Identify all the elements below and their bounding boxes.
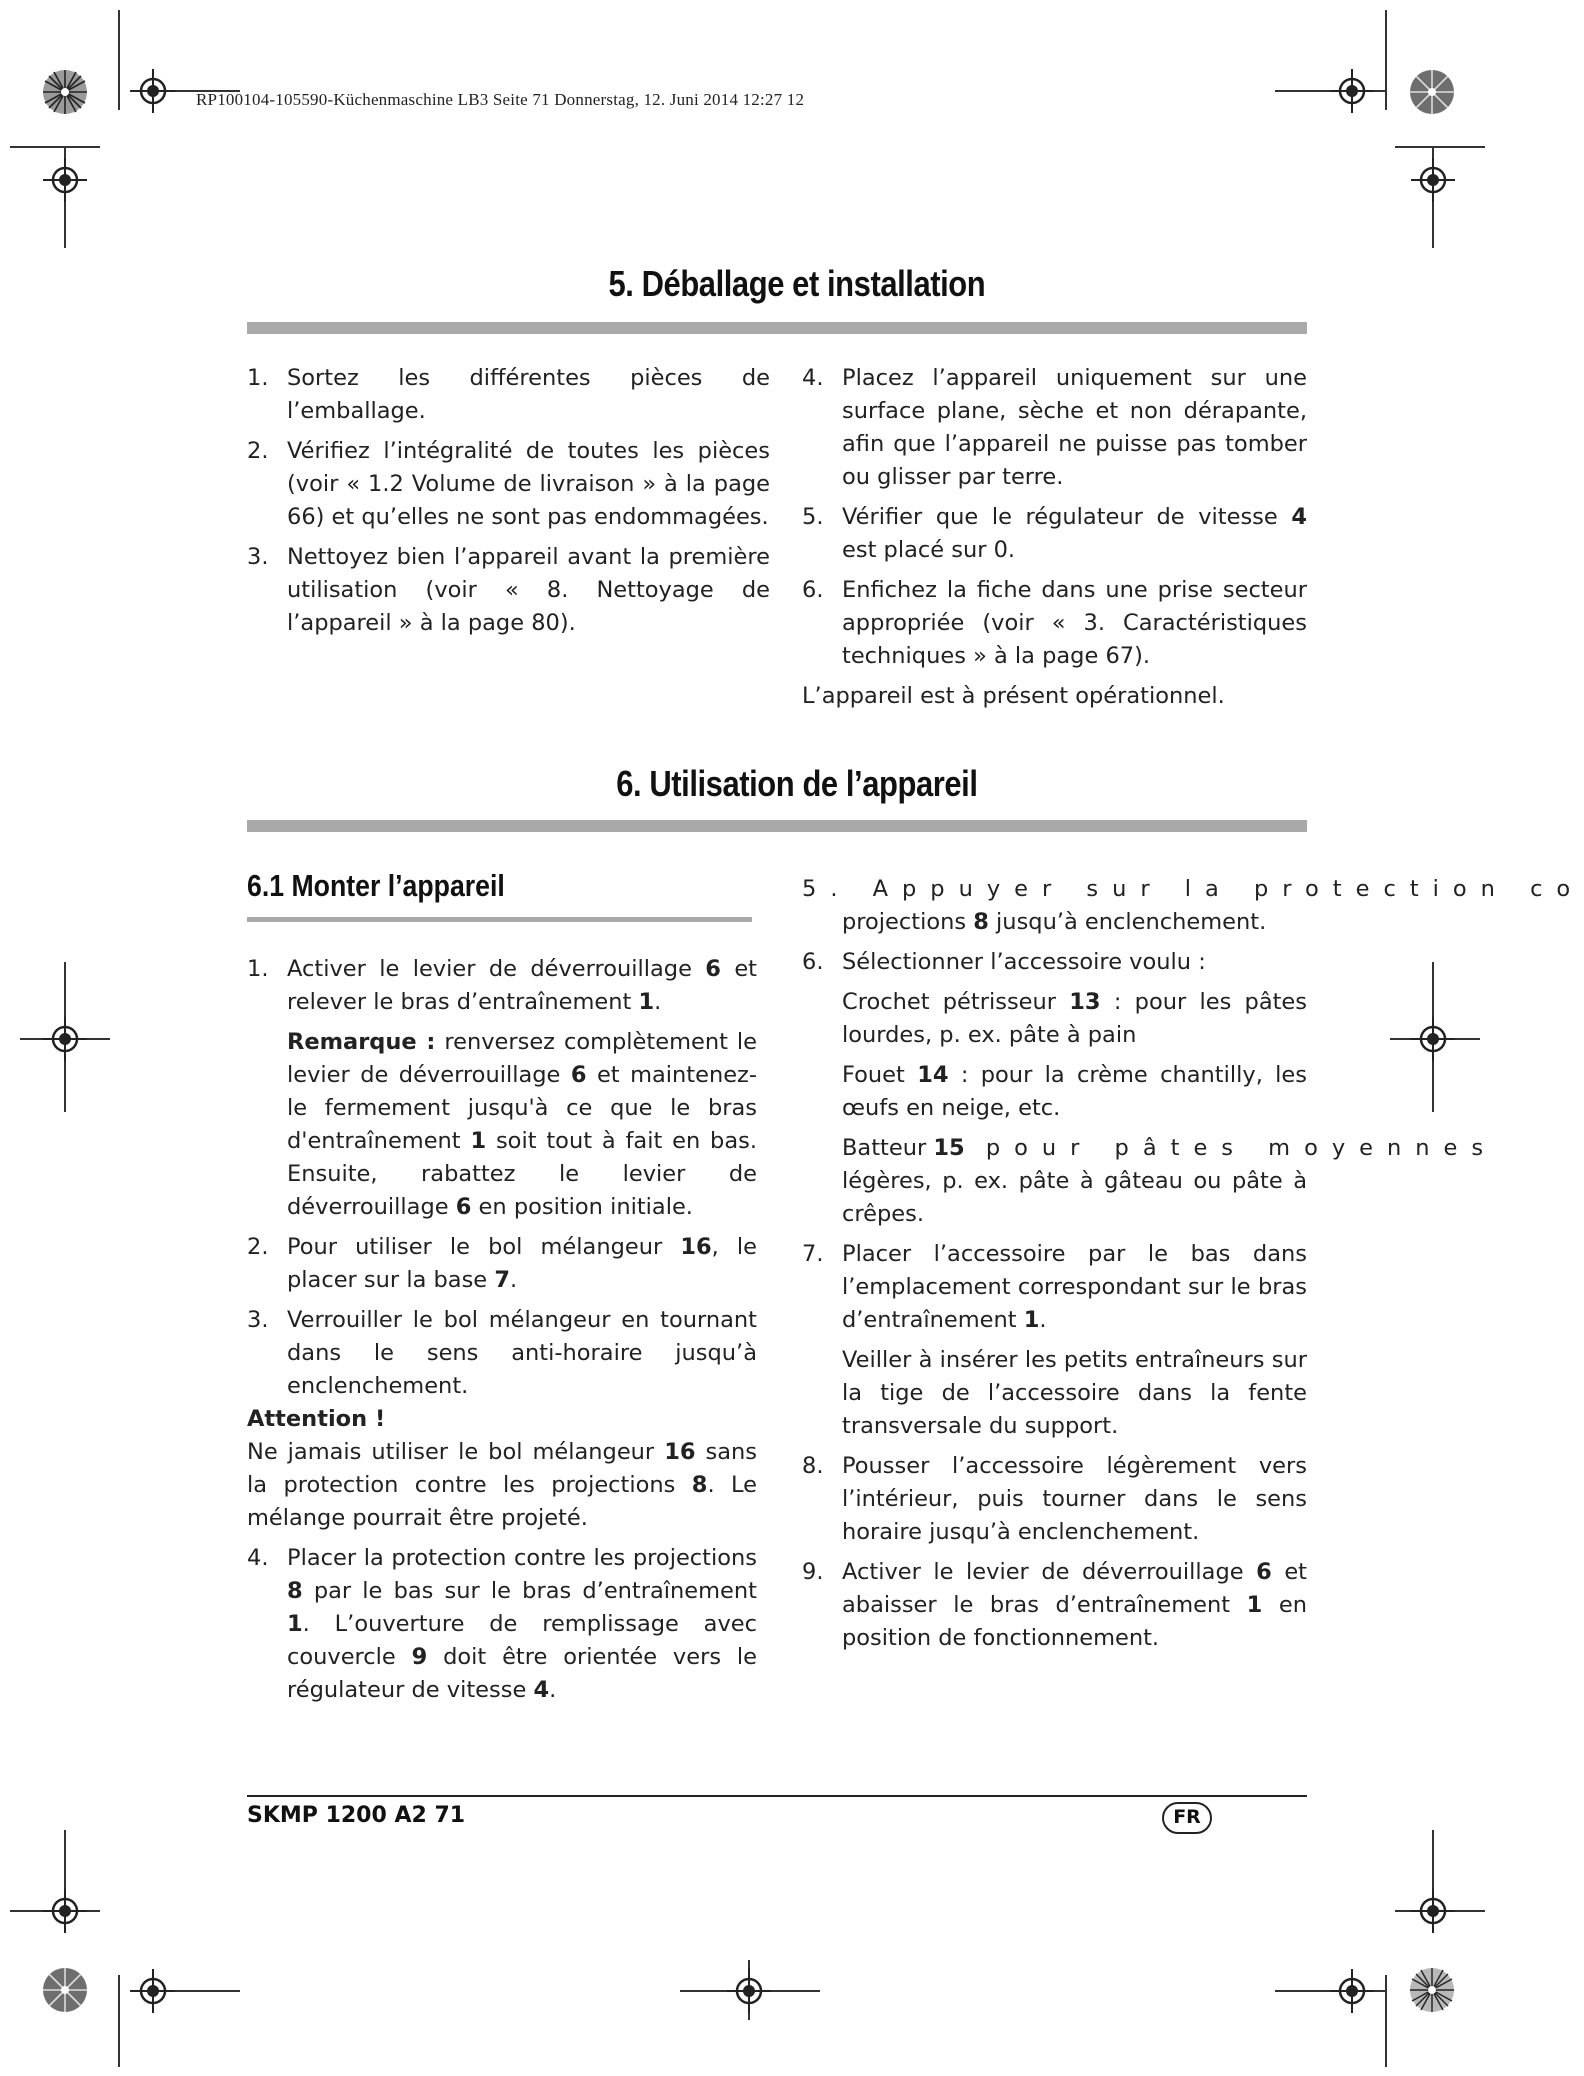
list-item: 5. Appuyer sur la protection co	[802, 876, 1584, 902]
list-item: 9. Activer le levier de déverrouillage 6 et abaisser le bras d’entraînement 1 en position de fonctionnement.	[802, 1559, 1307, 1651]
attention-heading: Attention !	[247, 1406, 386, 1432]
registration-mark-icon	[1330, 1969, 1374, 2013]
crop-mark	[118, 1975, 120, 2067]
registration-mark-icon	[1411, 1889, 1455, 1933]
starburst-rosette-icon	[42, 1967, 88, 2013]
list-item-continuation: projections 8 jusqu’à enclenchement.	[842, 909, 1267, 935]
remark-note: Remarque : renversez complètement le levier de déverrouillage 6 et maintenez-le fermement jusqu'à ce que le bras d'entraînement 1 soit tout à fait en bas. Ensuite, rabattez le levier de déverrouillage 6 en position initiale.	[287, 1029, 757, 1220]
list-item: 4. Placer la protection contre les projections 8 par le bas sur le bras d’entraînement 1. L’ouverture de remplissage avec couvercle 9 doit être orientée vers le régulateur de vitesse 4.	[247, 1545, 757, 1703]
list-item: 1. Sortez les différentes pièces de l’emballage.	[247, 365, 770, 424]
footer-model-page: SKMP 1200 A2 71	[247, 1803, 466, 1828]
starburst-rosette-icon	[1409, 69, 1455, 115]
crop-mark	[1395, 146, 1485, 148]
footer-rule	[247, 1795, 1307, 1797]
list-item-note: Veiller à insérer les petits entraîneurs sur la tige de l’accessoire dans la fente transversale du support.	[842, 1347, 1307, 1439]
list-item: 2. Vérifiez l’intégralité de toutes les pièces (voir « 1.2 Volume de livraison » à la page 66) et qu’elles ne sont pas endommagées.	[247, 438, 770, 530]
starburst-rosette-icon	[1409, 1967, 1455, 2013]
attention-text: Ne jamais utiliser le bol mélangeur 16 sans la protection contre les projections 8. Le mélange pourrait être projeté.	[247, 1439, 757, 1531]
language-badge: FR	[1162, 1802, 1212, 1834]
registration-mark-icon	[1411, 158, 1455, 202]
registration-mark-icon	[43, 158, 87, 202]
registration-mark-icon	[131, 69, 175, 113]
section-6-title: 6. Utilisation de l’appareil	[616, 763, 978, 804]
section-5-title: 5. Déballage et installation	[608, 263, 986, 304]
list-item: 5. Vérifier que le régulateur de vitesse 4 est placé sur 0.	[802, 504, 1307, 563]
registration-mark-icon	[727, 1969, 771, 2013]
list-item: 8. Pousser l’accessoire légèrement vers l’intérieur, puis tourner dans le sens horaire jusqu’à enclenchement.	[802, 1453, 1307, 1545]
subsection-6-1-rule	[247, 917, 752, 922]
accessory-beater: Batteur 15 pour pâtes moyennes	[842, 1135, 1498, 1161]
accessory-dough-hook: Crochet pétrisseur 13 : pour les pâtes lourdes, p. ex. pâte à pain	[842, 989, 1307, 1048]
list-item: 3. Nettoyez bien l’appareil avant la première utilisation (voir « 8. Nettoyage de l’appareil » à la page 80).	[247, 544, 770, 636]
print-slug-header: RP100104-105590-Küchenmaschine LB3 Seite 71 Donnerstag, 12. Juni 2014 12:27 12	[196, 90, 805, 109]
registration-mark-icon	[1411, 1017, 1455, 1061]
crop-mark	[118, 10, 120, 110]
list-item: 4. Placez l’appareil uniquement sur une surface plane, sèche et non dérapante, afin que l’appareil ne puisse pas tomber ou glisser par terre.	[802, 365, 1307, 490]
list-item: 3. Verrouiller le bol mélangeur en tournant dans le sens anti-horaire jusqu’à enclenchement.	[247, 1307, 757, 1399]
crop-mark	[1385, 10, 1387, 110]
registration-mark-icon	[43, 1889, 87, 1933]
list-item: 7. Placer l’accessoire par le bas dans l’emplacement correspondant sur le bras d’entraînement 1.	[802, 1241, 1307, 1333]
list-item: 6. Enfichez la fiche dans une prise secteur appropriée (voir « 3. Caractéristiques techniques » à la page 67).	[802, 577, 1307, 669]
ready-statement: L’appareil est à présent opérationnel.	[802, 683, 1225, 709]
registration-mark-icon	[131, 1969, 175, 2013]
section-5-rule	[247, 322, 1307, 334]
starburst-rosette-icon	[42, 69, 88, 115]
section-6-rule	[247, 820, 1307, 832]
section-6-left-column	[247, 953, 757, 1714]
list-item: 2. Pour utiliser le bol mélangeur 16, le placer sur la base 7.	[247, 1234, 757, 1293]
list-item: 1. Activer le levier de déverrouillage 6 et relever le bras d’entraînement 1.	[247, 956, 757, 1015]
registration-mark-icon	[1330, 69, 1374, 113]
accessory-beater-continuation: légères, p. ex. pâte à gâteau ou pâte à crêpes.	[842, 1168, 1307, 1227]
registration-mark-icon	[43, 1017, 87, 1061]
list-item: 6. Sélectionner l’accessoire voulu :	[802, 949, 1206, 975]
section-5-left-column	[247, 362, 770, 647]
section-5-right-column	[802, 362, 1307, 720]
subsection-6-1-title: 6.1 Monter l’appareil	[247, 868, 505, 903]
crop-mark	[10, 146, 100, 148]
section-6-right-column	[802, 873, 1584, 1662]
crop-mark	[1385, 1975, 1387, 2067]
accessory-whisk: Fouet 14 : pour la crème chantilly, les œufs en neige, etc.	[842, 1062, 1307, 1121]
